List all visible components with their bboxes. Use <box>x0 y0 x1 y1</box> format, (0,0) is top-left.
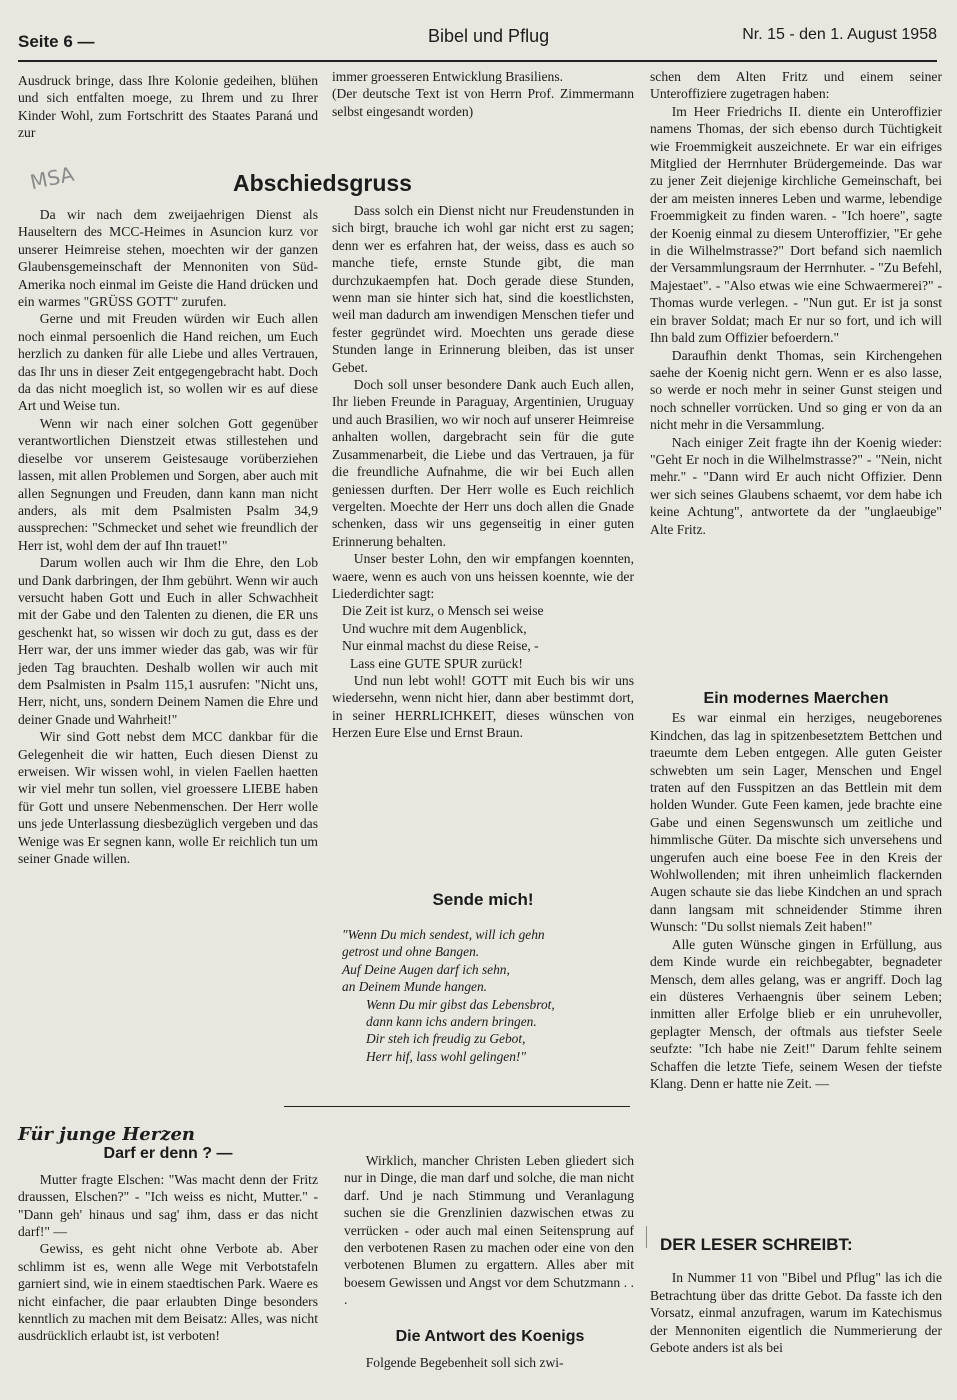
darf-er-denn-title: Darf er denn ? — <box>103 1145 233 1163</box>
continued-text-col1: Ausdruck bringe, dass Ihre Kolonie gedeihen, blühen und sich entfalten moege, zu Ihrem und zu Ihrer Kinder Wohl, zum Fortschritt des Staates Paraná und zur <box>18 73 318 141</box>
leser-title: DER LESER SCHREIBT: <box>660 1235 853 1254</box>
issue-date: Nr. 15 - den 1. August 1958 <box>742 26 937 43</box>
header-rule <box>18 60 937 62</box>
antwort-title: Die Antwort des Koenigs <box>395 1328 585 1345</box>
page-number: Seite 6 — <box>18 32 95 51</box>
pencil-annotation: MSA <box>27 161 77 195</box>
maerchen-title: Ein modernes Maerchen <box>703 690 889 707</box>
antwort-intro: Folgende Begebenheit soll sich zwi- <box>365 1355 564 1370</box>
leser-rule <box>646 1226 647 1248</box>
junge-herzen-col: Für junge Herzen Darf er denn ? — Mutter fragte Elschen: "Was macht denn der Fritz draussen, Elschen?" - "Ich weiss es nicht, Mutter." - "Dann geh' hinaus und sag' ihm, dass er das nicht darf!" — Gewiss, es geht nicht ohne Verbote ab. Aber schlimm ist es, wenn alle Wege mit Verbotstafeln garniert sind, wie in einem staedtischen Park. Waere es nicht einfacher, die paar erlaubten Dinge besonders kenntlich zu machen mit dem Beisatz: Alles, was nicht ausdrücklich erlaubt ist, ist verboten! <box>18 1124 318 1344</box>
page-header <box>18 24 937 60</box>
continued-text-col2: immer groesseren Entwicklung Brasiliens. (Der deutsche Text ist von Herrn Prof. Zimmermann selbst eingesandt worden) <box>332 69 634 119</box>
section-rule <box>284 1106 630 1107</box>
masthead: Bibel und Pflug <box>428 26 550 46</box>
verbote-text-col: Wirklich, mancher Christen Leben gliedert sich nur in Dinge, die man darf und solche, die man nicht darf. Und je nach Stimmung und Veranlagung suchen sie die Grenzlinien dazwischen etwas zu verrücken - oder auch mal einen Seitensprung auf den verbotenen Rasen zu machen oder eine von den verbotenen Blumen zu ergattern. Alles aber mit boesem Gewissen und Angst vor dem Schutzmann . . . <box>344 1153 634 1308</box>
sende-poem: "Wenn Du mich sendest, will ich gehn getrost und ohne Bangen. Auf Deine Augen darf ich sehn, an Deinem Munde hangen. Wenn Du mir gibst das Lebensbrot, dann kann ichs andern bringen. Dir steh ich freudig zu Gebot, Herr hif, lass wohl gelingen!" <box>342 927 555 1064</box>
abschied-title: Abschiedsgruss <box>233 170 412 196</box>
section-heading: Für junge Herzen <box>18 1124 195 1145</box>
sende-mich-block <box>332 890 634 1065</box>
sende-title: Sende mich! <box>432 890 534 909</box>
abschied-col1: Da wir nach dem zweijaehrigen Dienst als Hauseltern des MCC-Heimes in Asuncion kurz vor unserer Heimreise stehen, moechten wir der ganzen Glaubensgemeinschaft der Mennoniten von Süd-Amerika noch einmal im Geiste die Hand drücken und ein warmes "GRÜSS GOTT" zurufen. Gerne und mit Freuden würden wir Euch allen noch einmal persoenlich die Hand reichen, um Euch herzlich zu danken für alle Liebe und alles Vertrauen, das Ihr uns in dieser Zeit entgegengebracht habt. Doch da das nicht moeglich ist, so wollen wir es auf diese Art und Weise tun. Wenn wir nach einer solchen Gott gegenüber verantwortlichen Dienstzeit etwas stillestehen und dieselbe vor unserem Geistesauge vorüberziehen lassen, mit allen Problemen und Sorgen, aber auch mit allen Segnungen und Freuden, dann kann man nicht anders, als mit dem Psalmisten Psalm 34,9 aussprechen: "Schmecket und sehet wie freundlich der Herr ist, wohl dem der auf Ihn trauet!" Darum wollen auch wir Ihm die Ehre, den Lob und Dank darbringen, der Ihm gebührt. Wenn wir auch versucht haben Gott und Euch in aller Schwachheit mit der Gabe und den Talenten zu dienen, die ER uns geschenkt hat, so wissen wir doch zu gut, dass es der Herr war, der uns immer wieder das gab, was wir für jeden Tag brauchten. Deshalb wollen wir auch mit dem Psalmisten in Psalm 115,1 ausrufen: "Nicht uns, Herr, nicht, uns, sondern Deinem Namen die Ehre und deiner Gnade und Wahrheit!" Wir sind Gott nebst dem MCC dankbar für die Gelegenheit die wir hatten, Euch diesen Dienst zu erweisen. Wir wissen wohl, in vielen Faellen haetten wir viel mehr tun sollen, viel groessere LIEBE haben für Gott und unsere Nebenmenschen. Der Herr wolle uns jede Unterlassung diesbezüglich vergeben und das Wenige was Er segnen kann, wolle Er reichlich tun um seiner Gnade willen. <box>18 207 318 867</box>
abschied-col2: Dass solch ein Dienst nicht nur Freudenstunden in sich birgt, brauche ich wohl gar nicht erst zu sagen; denn wer es erfahren hat, der weiss, dass es auch so manche tiefe, ernste Stunde gibt, die man durchzukaempfen hat. Doch gerade diese Stunden, wenn man sie hinter sich hat, sind die koestlichsten, weil man dadurch am inwendigen Menschen tiefer und fester gegründet wird. Moechten uns gerade diese Stunden lange in Erinnerung bleiben, das ist unser Gebet. Doch soll unser besondere Dank auch Euch allen, Ihr lieben Freunde in Paraguay, Argentinien, Uruguay und auch Brasilien, wo wir noch auf unserer Heimreise anhalten wollen, dargebracht sein für die gute Zusammenarbeit, die Liebe und das Vertrauen, ja für die freundliche Aufnahme, die wir bei Euch allen geniessen durften. Der Herr wolle es Euch reichlich vergelten. Moechte der Herr uns doch allen die Gnade schenken, dass wir uns gegenseitig in einer guten Erinnerung behalten. Unser bester Lohn, den wir empfangen koennten, waere, wenn es auch von uns heissen koennte, wie der Liederdichter sagt: Die Zeit ist kurz, o Mensch sei weise Und wuchre mit dem Augenblick, Nur einmal machst du diese Reise, - Lass eine GUTE SPUR zurück! Und nun lebt wohl! GOTT mit Euch bis wir uns wiedersehn, wenn nicht hier, dann aber bestimmt dort, in seiner HERRLICHKEIT, dieses wünschen von Herzen Eure Else und Ernst Braun. <box>332 203 634 741</box>
poem: Die Zeit ist kurz, o Mensch sei weise Und wuchre mit dem Augenblick, Nur einmal machst du diese Reise, - Lass eine GUTE SPUR zurück! <box>342 603 544 671</box>
leser-col: DER LESER SCHREIBT: In Nummer 11 von "Bibel und Pflug" las ich die Betrachtung über das dritte Gebot. Da fasste ich den Vorsatz, einmal anzufragen, warum im Katechismus der Mennoniten eigentlich die Nummerierung der Gebote anders ist als bei <box>650 1235 942 1356</box>
maerchen-col: Ein modernes Maerchen Es war einmal ein herziges, neugeborenes Kindchen, das lag in spitzenbesetztem Bettchen und traeumte dem Leben entgegen. Alle guten Geister schwebten um sein Lager, Menschen und Engel traten auf den Fusspitzen an das Bettlein mit dem holden Wunder. Gute Feen kamen, jede brachte eine Gabe und einen Segenswunsch um zeitliche und himmlische Güter. Da mischte sich unversehens und ungerufen auch eine boese Fee in den Kreis der Wohlwollenden; mit ihren unheimlich flackernden Augen schaute sie das liebe Kindchen an und sprach dann langsam mit schneidender Stimme ihren Wunsch: "Du sollst niemals Zeit haben!" Alle guten Wünsche gingen in Erfüllung, aus dem Kinde wurde ein reichbegabter, begnadeter Mensch, dem alles gelang, was er angriff. Doch lag ein düsteres Verhaengnis über seinem Leben; inmitten aller Erfolge blieb er ein unruhevoller, geplagter Mensch, der oftmals aus tiefster Seele seufzte: "Ich habe nie Zeit!" Darum fehlte seinem Schaffen die letzte Tiefe, seinem Wesen der tiefste Klang. Denn er hatte nie Zeit. — <box>650 690 942 1091</box>
fritz-story-col: schen dem Alten Fritz und einem seiner Unteroffiziere zugetragen haben: Im Heer Friedrichs II. diente ein Unteroffizier namens Thomas, der sich ebenso durch Tüchtigkeit wie Froemmigkeit auszeichnete. Er war ein eifriges Mitglied der Herrnhuter Brüdergemeinde. Das war zu jener Zeit diejenige kirchliche Gemeinschaft, bei der am meisten inneres Leben und warme, lebendige Froemmigkeit zu finden waren. - "Ich hoere", sagte der Koenig einmal zu diesem Unteroffizier, "Er gehe in die Wilhelmstrasse?" Dort befand sich naemlich der Versammlungsraum der Herrnhuter. - "Zu Befehl, Majestaet". - "Also etwas wie eine Schwaermerei?" - Thomas wurde verlegen. - "Nun gut. Er ist ja sonst ein braver Soldat; mach Er nur so fort, und ich will Ihn bald zum Offizier befoerdern." Daraufhin denkt Thomas, sein Kirchengehen saehe der Koenig nicht gern. Wenn er es also lasse, so werde er noch mehr in seiner Gunst steigen und noch schneller vorrücken. Und so ging er von da an nicht mehr in die Versammlung. Nach einiger Zeit fragte ihn der Koenig wieder: "Geht Er noch in die Wilhelmstrasse?" - "Nein, nicht mehr." - "Dann wird Er auch nicht Offizier. Denn wer sich seines Glaubens schaemt, vor dem habe ich keine Achtung", antwortete da der "unglaeubige" Alte Fritz. <box>650 69 942 537</box>
antwort-heading <box>340 1328 640 1346</box>
